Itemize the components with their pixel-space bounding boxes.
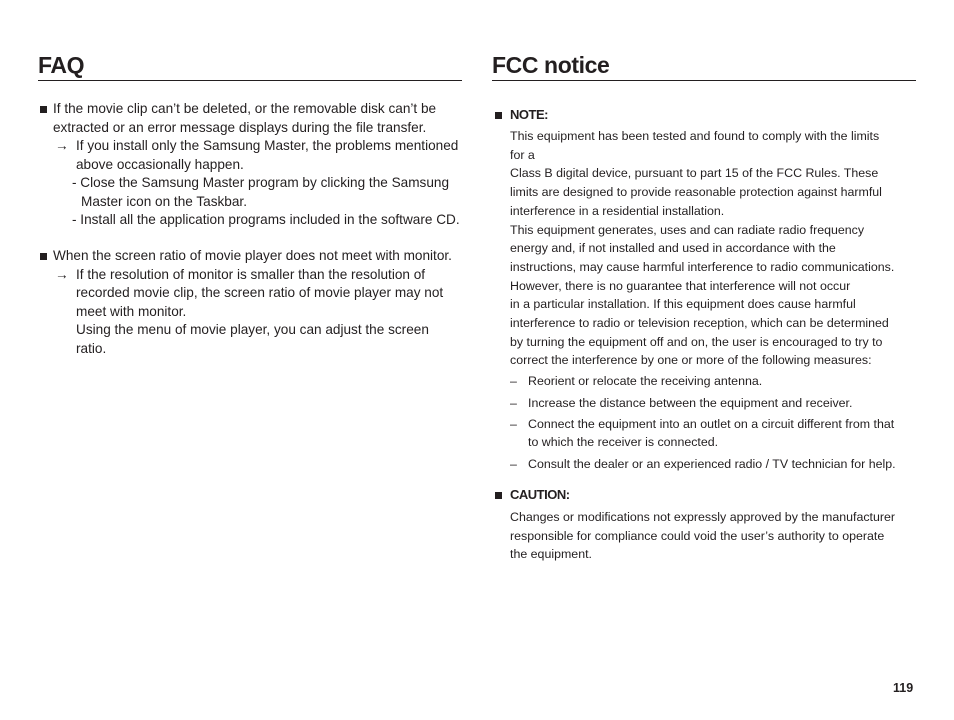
measure-dash-icon: – (510, 395, 517, 410)
note-line: interference in a residential installation. (510, 203, 725, 218)
note-line: This equipment has been tested and found to comply with the limits (510, 129, 880, 143)
note-line: instructions, may cause harmful interference to radio communications. (510, 259, 895, 274)
measure-item: Reorient or relocate the receiving antenna. (528, 374, 763, 388)
note-line: for a (510, 147, 535, 162)
faq-q1-answer-line: If you install only the Samsung Master, the problems mentioned (76, 138, 459, 153)
faq-heading-rule (38, 80, 462, 81)
faq-q1-bullet-icon (40, 106, 47, 113)
faq-q1-sub-item: - Install all the application programs included in the software CD. (72, 212, 460, 227)
faq-q2-line: When the screen ratio of movie player does not meet with monitor. (53, 248, 452, 263)
measure-item: Connect the equipment into an outlet on a circuit different from that (528, 417, 895, 431)
faq-q1-sub-item: - Close the Samsung Master program by clicking the Samsung (72, 175, 450, 190)
measure-dash-icon: – (510, 374, 517, 388)
faq-q2-answer-line: ratio. (76, 340, 107, 356)
measure-dash-icon: – (510, 417, 517, 431)
note-line: in a particular installation. If this equipment does cause harmful (510, 297, 856, 312)
faq-q1-line: If the movie clip can’t be deleted, or the removable disk can’t be (53, 101, 437, 116)
note-line: interference to radio or television reception, which can be determined (510, 316, 889, 330)
faq-q1-answer-line: above occasionally happen. (76, 156, 244, 172)
faq-q2-answer-line: Using the menu of movie player, you can adjust the screen (76, 322, 429, 337)
caution-bullet-icon (495, 492, 502, 499)
caution-line: Changes or modifications not expressly approved by the manufacturer (510, 510, 896, 524)
measure-item: Consult the dealer or an experienced radio / TV technician for help. (528, 457, 896, 471)
caution-line: the equipment. (510, 547, 592, 562)
faq-q2-answer-line: meet with monitor. (76, 303, 187, 319)
caution-line: responsible for compliance could void the user’s authority to operate (510, 528, 885, 543)
note-line: This equipment generates, uses and can radiate radio frequency (510, 222, 865, 237)
faq-q2-answer-line: recorded movie clip, the screen ratio of movie player may not (76, 285, 444, 300)
page-number: 119 (893, 681, 914, 695)
faq-q1-arrow-icon: → (55, 138, 69, 153)
measure-item: to which the receiver is connected. (528, 435, 719, 450)
note-line: Class B digital device, pursuant to part 15 of the FCC Rules. These (510, 166, 879, 181)
measure-dash-icon: – (510, 457, 517, 471)
faq-q1-line: extracted or an error message displays during the file transfer. (53, 119, 427, 135)
caution-label: CAUTION: (510, 487, 570, 502)
note-line: However, there is no guarantee that interference will not occur (510, 278, 851, 293)
note-line: correct the interference by one or more of the following measures: (510, 353, 872, 368)
measure-item: Increase the distance between the equipment and receiver. (528, 395, 853, 410)
faq-q2-arrow-icon: → (55, 266, 69, 282)
faq-q2-bullet-icon (40, 253, 47, 260)
note-bullet-icon (495, 112, 502, 119)
faq-q1-sub-item: Master icon on the Taskbar. (81, 193, 247, 209)
note-line: limits are designed to provide reasonable protection against harmful (510, 185, 882, 200)
faq-q2-answer-line: If the resolution of monitor is smaller than the resolution of (76, 266, 426, 282)
fcc-heading-rule (492, 80, 916, 81)
note-line: by turning the equipment off and on, the user is encouraged to try to (510, 334, 883, 349)
note-line: energy and, if not installed and used in accordance with the (510, 241, 836, 256)
note-label: NOTE: (510, 107, 548, 122)
faq-heading: FAQ (38, 52, 85, 78)
fcc-heading: FCC notice (492, 52, 610, 78)
